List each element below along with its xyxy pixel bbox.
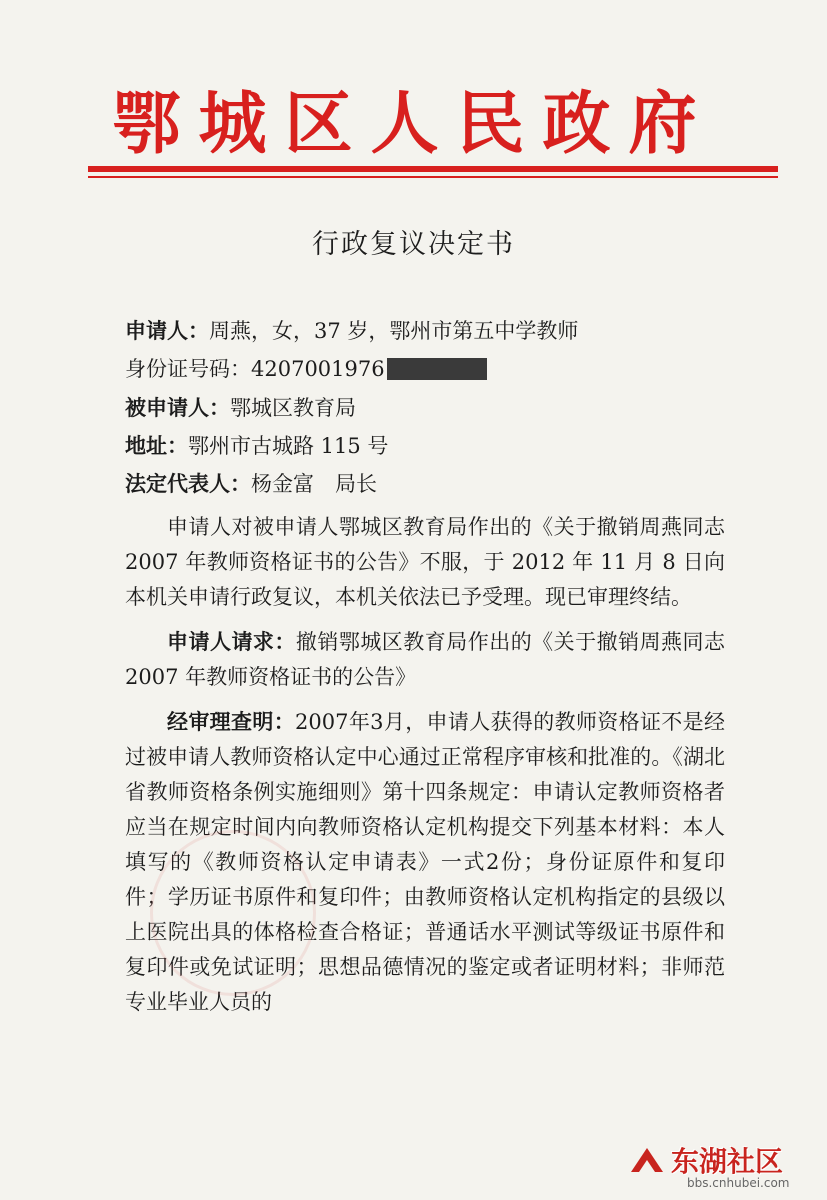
body-paragraph-1: 申请人对被申请人鄂城区教育局作出的《关于撤销周燕同志 2007 年教师资格证书的公告》不服，于 2012 年 11 月 8 日向本机关申请行政复议，本机关依法已予受理。现已审理终结。 <box>125 515 725 609</box>
site-watermark <box>627 1140 817 1196</box>
faint-seal-stamp <box>150 830 316 996</box>
red-header-rule-thin <box>88 176 778 178</box>
watermark-brand: 东湖社区 <box>671 1145 784 1178</box>
address-line <box>125 431 388 461</box>
legal-rep-line <box>125 469 377 499</box>
document-title: 行政复议决定书 <box>312 229 515 260</box>
legal-rep-label: 法定代表人： <box>125 472 251 496</box>
watermark-logo-icon <box>627 1142 667 1182</box>
address-label: 地址： <box>125 434 188 458</box>
respondent-value: 鄂城区教育局 <box>230 396 356 420</box>
redaction-bar <box>387 358 487 380</box>
body-paragraph-2 <box>125 625 725 695</box>
address-value: 鄂州市古城路 115 号 <box>188 434 389 458</box>
red-header-rule <box>88 166 778 172</box>
id-label: 身份证号码： <box>125 357 251 381</box>
id-number-line <box>125 354 487 384</box>
applicant-label: 申请人： <box>125 319 209 343</box>
respondent-line <box>125 393 356 423</box>
findings-text: 2007年3月，申请人获得的教师资格证不是经过被申请人教师资格认定中心通过正常程序审核和批准的。《湖北省教师资格条例实施细则》第十四条规定：申请认定教师资格者应当在规定时间内向教师资格认定机构提交下列基本材料：本人填写的《教师资格认定申请表》一式2份；身份证原件和复印件；学历证书原件和复印件；由教师资格认定机构指定的县级以上医院出具的体格检查合格证；普通话水平测试等级证书原件和复印件或免试证明；思想品德情况的鉴定或者证明材料；非师范专业毕业人员的 <box>125 710 725 1014</box>
respondent-label: 被申请人： <box>125 396 230 420</box>
request-text: 撤销鄂城区教育局作出的《关于撤销周燕同志 2007 年教师资格证书的公告》 <box>125 630 726 689</box>
applicant-value: 周燕，女，37 岁，鄂州市第五中学教师 <box>209 319 579 343</box>
request-label: 申请人请求： <box>167 630 296 654</box>
org-header-title: 鄂城区人民政府 <box>112 84 715 164</box>
id-value: 4207001976 <box>251 357 385 381</box>
findings-label: 经审理查明： <box>167 710 296 734</box>
legal-rep-value: 杨金富 局长 <box>251 472 377 496</box>
applicant-line <box>125 316 578 346</box>
watermark-url: bbs.cnhubei.com <box>687 1176 790 1190</box>
